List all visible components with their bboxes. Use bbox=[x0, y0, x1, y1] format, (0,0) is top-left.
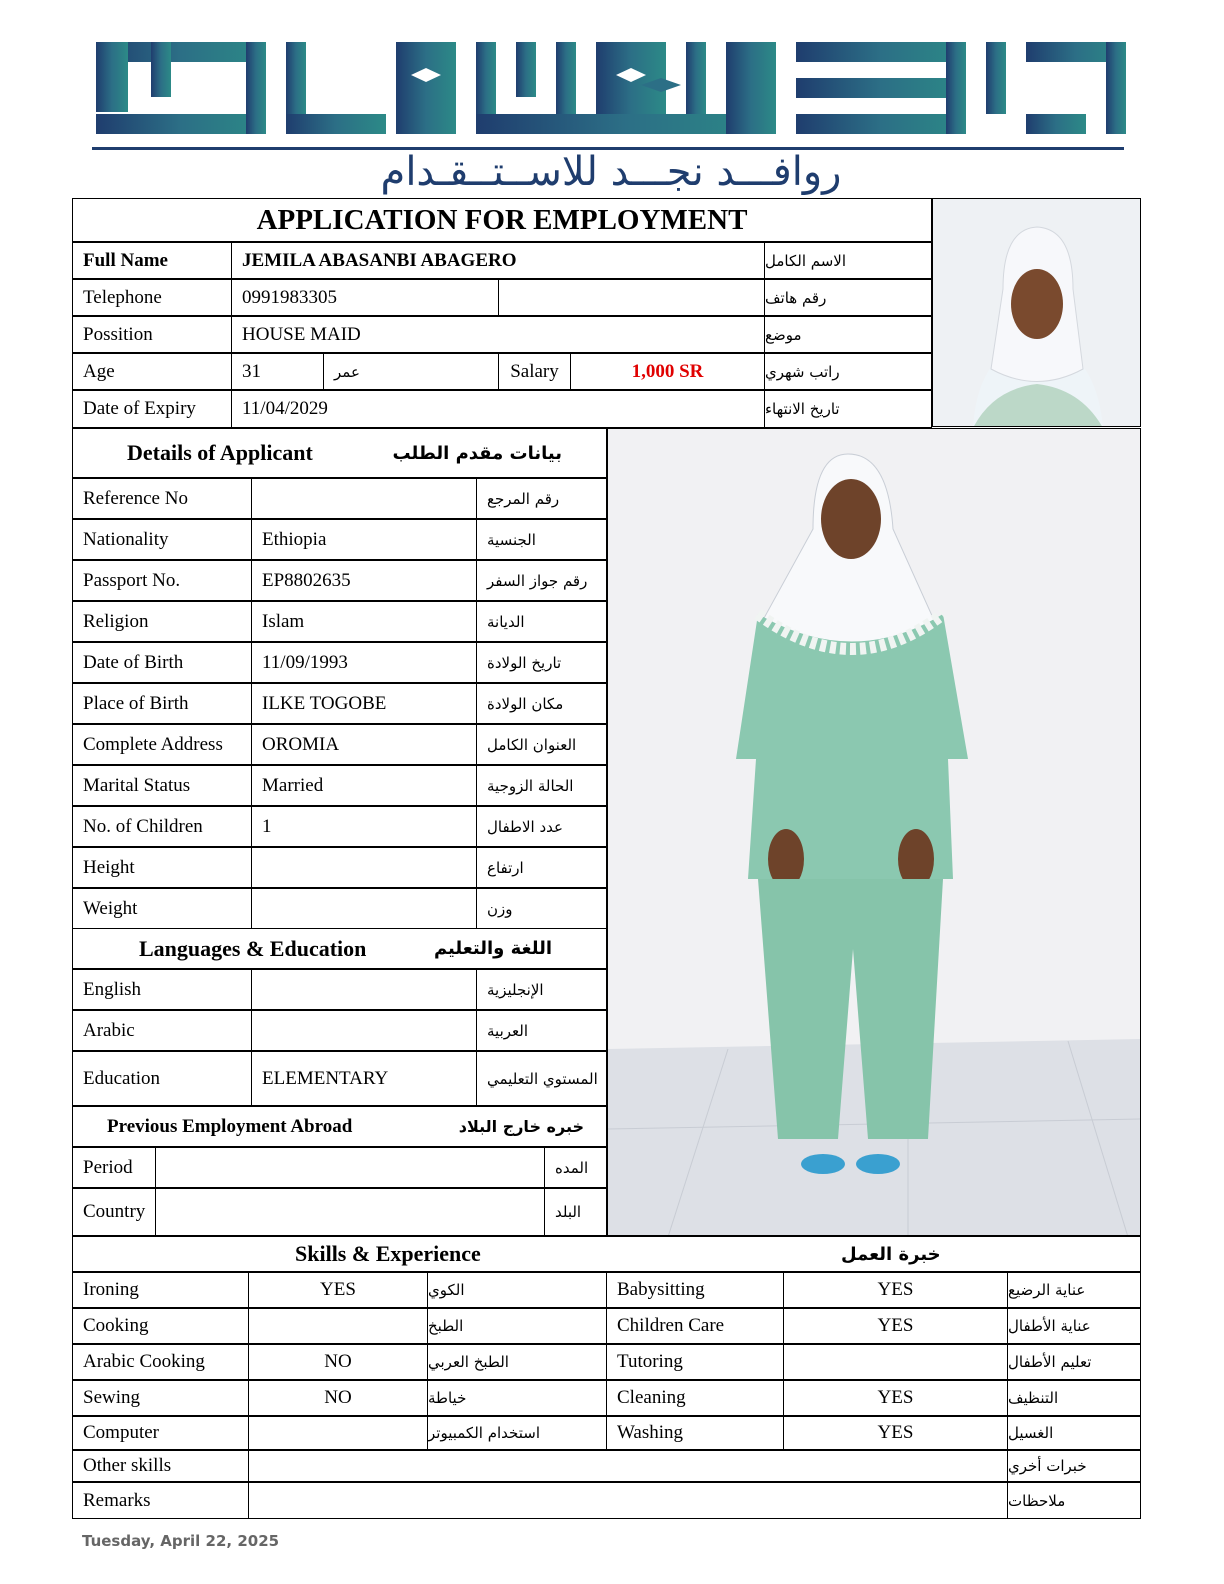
skill-label-ar: خياطة bbox=[427, 1380, 607, 1416]
skill-value: YES bbox=[783, 1416, 1008, 1450]
skill-label-ar: تعليم الأطفال bbox=[1007, 1344, 1141, 1380]
previous-row-value bbox=[155, 1147, 545, 1188]
details-row-label: No. of Children bbox=[72, 806, 252, 847]
other-label-ar: خبرات أخري bbox=[1007, 1450, 1141, 1482]
form-title: APPLICATION FOR EMPLOYMENT bbox=[72, 198, 932, 242]
position-label-ar: موضع bbox=[764, 316, 932, 353]
skills-heading: Skills & Experience bbox=[295, 1241, 481, 1266]
skill-label-ar: التنظيف bbox=[1007, 1380, 1141, 1416]
skill-label: Cooking bbox=[72, 1308, 249, 1344]
skill-label: Cleaning bbox=[606, 1380, 784, 1416]
details-row-label-ar: الديانة bbox=[476, 601, 607, 642]
skill-label: Sewing bbox=[72, 1380, 249, 1416]
details-row-label-ar: الحالة الزوجية bbox=[476, 765, 607, 806]
skills-heading-row bbox=[72, 1236, 1141, 1272]
details-row-label-ar: العنوان الكامل bbox=[476, 724, 607, 765]
details-heading-ar: بيانات مقدم الطلب bbox=[392, 442, 562, 464]
previous-row-label: Period bbox=[72, 1147, 156, 1188]
print-date: Tuesday, April 22, 2025 bbox=[82, 1532, 280, 1550]
full-name-label: Full Name bbox=[72, 242, 232, 279]
expiry-value: 11/04/2029 bbox=[231, 390, 765, 428]
skill-label-ar: الطبخ العربي bbox=[427, 1344, 607, 1380]
remarks-value bbox=[248, 1482, 1008, 1519]
remarks-label-ar: ملاحظات bbox=[1007, 1482, 1141, 1519]
language-row-value: ELEMENTARY bbox=[251, 1051, 477, 1106]
details-row-value bbox=[251, 478, 477, 519]
remarks-label: Remarks bbox=[72, 1482, 249, 1519]
details-row-label: Height bbox=[72, 847, 252, 888]
details-row-label: Weight bbox=[72, 888, 252, 929]
skill-label: Ironing bbox=[72, 1272, 249, 1308]
details-row-label-ar: وزن bbox=[476, 888, 607, 929]
salary-label-ar: راتب شهري bbox=[764, 353, 932, 390]
details-row-value: EP8802635 bbox=[251, 560, 477, 601]
details-row-label-ar: مكان الولادة bbox=[476, 683, 607, 724]
skill-label: Arabic Cooking bbox=[72, 1344, 249, 1380]
details-row-label: Date of Birth bbox=[72, 642, 252, 683]
skill-label: Computer bbox=[72, 1416, 249, 1450]
previous-row-label: Country bbox=[72, 1188, 156, 1236]
expiry-label: Date of Expiry bbox=[72, 390, 232, 428]
previous-heading: Previous Employment Abroad bbox=[107, 1115, 353, 1137]
previous-heading-ar: خبره خارج البلاد bbox=[458, 1117, 584, 1136]
age-label: Age bbox=[72, 353, 232, 390]
details-row-value: Married bbox=[251, 765, 477, 806]
details-row-label-ar: رقم جواز السفر bbox=[476, 560, 607, 601]
details-row-value: ILKE TOGOBE bbox=[251, 683, 477, 724]
skill-label-ar: الغسيل bbox=[1007, 1416, 1141, 1450]
skill-label: Children Care bbox=[606, 1308, 784, 1344]
skill-value: YES bbox=[248, 1272, 428, 1308]
details-row-label: Nationality bbox=[72, 519, 252, 560]
skill-label-ar: عناية الأطفال bbox=[1007, 1308, 1141, 1344]
previous-row-label-ar: المده bbox=[544, 1147, 607, 1188]
language-row-label: English bbox=[72, 969, 252, 1010]
details-row-value: 11/09/1993 bbox=[251, 642, 477, 683]
previous-row-label-ar: البلد bbox=[544, 1188, 607, 1236]
skill-value bbox=[248, 1308, 428, 1344]
language-row-label-ar: الإنجليزية bbox=[476, 969, 607, 1010]
skill-value bbox=[783, 1344, 1008, 1380]
details-row-value: 1 bbox=[251, 806, 477, 847]
skill-value: NO bbox=[248, 1380, 428, 1416]
details-row-label-ar: رقم المرجع bbox=[476, 478, 607, 519]
skill-value bbox=[248, 1416, 428, 1450]
skill-value: YES bbox=[783, 1380, 1008, 1416]
telephone-label-ar: رقم هاتف bbox=[764, 279, 932, 316]
position-value: HOUSE MAID bbox=[231, 316, 765, 353]
language-row-label: Education bbox=[72, 1051, 252, 1106]
previous-heading-row bbox=[72, 1106, 607, 1147]
details-row-label: Reference No bbox=[72, 478, 252, 519]
previous-row-value bbox=[155, 1188, 545, 1236]
skill-label: Tutoring bbox=[606, 1344, 784, 1380]
applicant-headshot bbox=[932, 198, 1141, 427]
company-tagline: روافـــد نجـــد للاســتــقـدام bbox=[380, 149, 842, 195]
salary-label: Salary bbox=[498, 353, 571, 390]
language-row-value bbox=[251, 969, 477, 1010]
details-row-value: Islam bbox=[251, 601, 477, 642]
full-name-value: JEMILA ABASANBI ABAGERO bbox=[231, 242, 765, 279]
expiry-label-ar: تاريخ الانتهاء bbox=[764, 390, 932, 428]
skill-value: YES bbox=[783, 1272, 1008, 1308]
details-row-label: Religion bbox=[72, 601, 252, 642]
skill-label-ar: الطبخ bbox=[427, 1308, 607, 1344]
details-row-label: Marital Status bbox=[72, 765, 252, 806]
details-row-label-ar: ارتفاع bbox=[476, 847, 607, 888]
skill-label: Washing bbox=[606, 1416, 784, 1450]
skill-label-ar: استخدام الكمبيوتر bbox=[427, 1416, 607, 1450]
language-row-value bbox=[251, 1010, 477, 1051]
age-value: 31 bbox=[231, 353, 324, 390]
other-label: Other skills bbox=[72, 1450, 249, 1482]
details-row-value bbox=[251, 888, 477, 929]
languages-heading-row bbox=[72, 928, 607, 969]
skill-label-ar: الكوي bbox=[427, 1272, 607, 1308]
age-label-ar: عمر bbox=[323, 353, 499, 390]
telephone-label: Telephone bbox=[72, 279, 232, 316]
company-logo bbox=[96, 40, 1126, 140]
other-value bbox=[248, 1450, 1008, 1482]
language-row-label-ar: المستوي التعليمي bbox=[476, 1051, 607, 1106]
full-name-label-ar: الاسم الكامل bbox=[764, 242, 932, 279]
details-heading-row bbox=[72, 428, 607, 478]
details-row-label: Complete Address bbox=[72, 724, 252, 765]
languages-heading: Languages & Education bbox=[139, 935, 367, 961]
skill-value: NO bbox=[248, 1344, 428, 1380]
languages-heading-ar: اللغة والتعليم bbox=[433, 938, 552, 959]
position-label: Possition bbox=[72, 316, 232, 353]
salary-value: 1,000 SR bbox=[570, 353, 765, 390]
skill-label-ar: عناية الرضيع bbox=[1007, 1272, 1141, 1308]
details-heading: Details of Applicant bbox=[127, 440, 313, 465]
details-row-label: Passport No. bbox=[72, 560, 252, 601]
details-row-value: OROMIA bbox=[251, 724, 477, 765]
skills-heading-ar: خبرة العمل bbox=[841, 1243, 941, 1265]
language-row-label: Arabic bbox=[72, 1010, 252, 1051]
details-row-value bbox=[251, 847, 477, 888]
details-row-label: Place of Birth bbox=[72, 683, 252, 724]
details-row-label-ar: عدد الاطفال bbox=[476, 806, 607, 847]
language-row-label-ar: العربية bbox=[476, 1010, 607, 1051]
details-row-label-ar: الجنسية bbox=[476, 519, 607, 560]
applicant-full-photo bbox=[607, 428, 1141, 1236]
details-row-value: Ethiopia bbox=[251, 519, 477, 560]
telephone-value: 0991983305 bbox=[231, 279, 499, 316]
skill-value: YES bbox=[783, 1308, 1008, 1344]
telephone-extra bbox=[498, 279, 765, 316]
details-row-label-ar: تاريخ الولادة bbox=[476, 642, 607, 683]
skill-label: Babysitting bbox=[606, 1272, 784, 1308]
